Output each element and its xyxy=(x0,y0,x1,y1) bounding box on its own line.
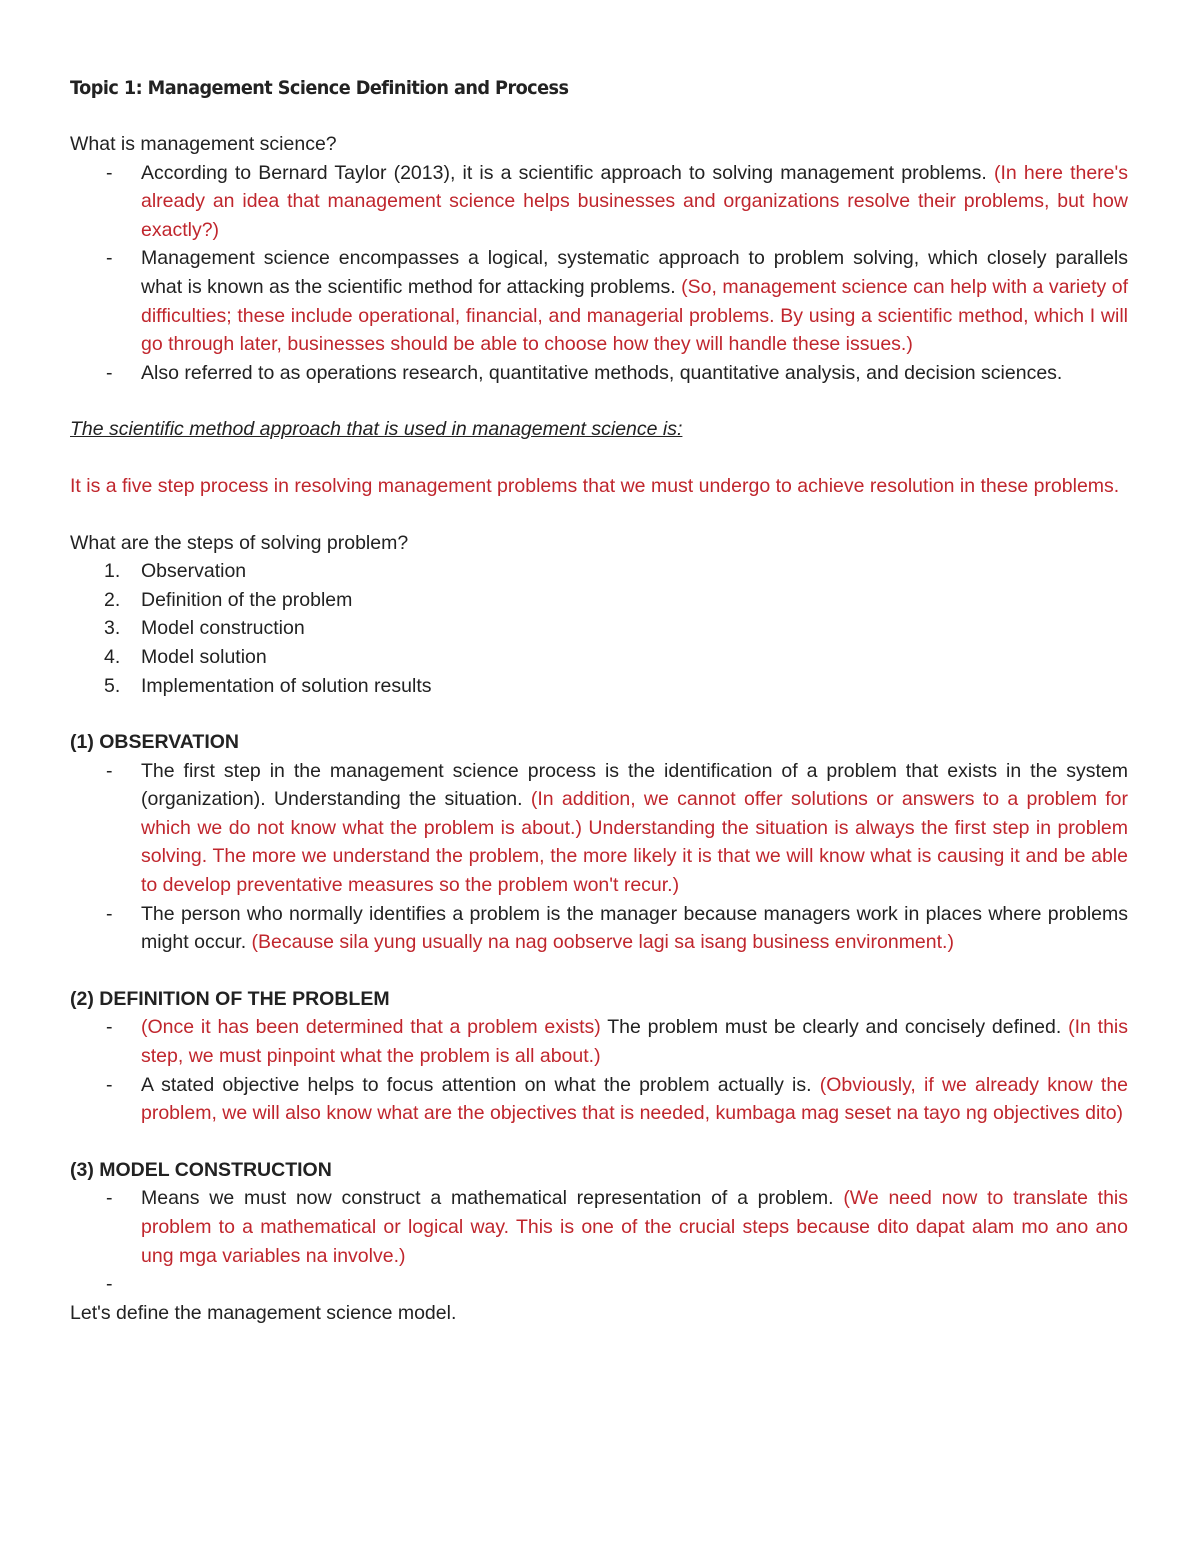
step-label: Definition of the problem xyxy=(141,588,353,611)
dash-marker: - xyxy=(106,1073,113,1096)
bullet-text: The first step in the management science process is the identification of a problem that exists in the system (organization). Understanding the situation. xyxy=(141,759,1128,811)
intro-bullet-list xyxy=(70,159,1128,388)
bullet-note: (In this step, we must pinpoint what the problem is all about.) xyxy=(141,1016,1128,1068)
bullet-text: The problem must be clearly and concisely defined. xyxy=(600,1016,1069,1039)
intro-question: What is management science? xyxy=(70,133,337,155)
steps-list xyxy=(70,557,1128,700)
list-item xyxy=(70,1184,1128,1270)
bullet-note: (So, management science can help with a variety of difficulties; these include operational, financial, and managerial problems. By using a scientific method, which I will go through later, businesses should be able to choose how they will handle these issues.) xyxy=(141,275,1128,356)
step-number: 4. xyxy=(104,645,121,668)
dash-marker: - xyxy=(106,1016,113,1039)
model-heading: (3) MODEL CONSTRUCTION xyxy=(70,1158,332,1181)
bullet-text: The person who normally identifies a problem is the manager because managers work in places where problems might occur. xyxy=(141,902,1128,954)
bullet-note: (Once it has been determined that a problem exists) xyxy=(141,1016,601,1039)
dash-marker: - xyxy=(106,1273,113,1296)
page-title: Topic 1: Management Science Definition and Process xyxy=(70,77,569,99)
bullet-text: Means we must now construct a mathematical representation of a problem. xyxy=(141,1187,844,1210)
definition-bullet-list xyxy=(70,1013,1128,1127)
list-item xyxy=(70,1071,1128,1128)
list-item xyxy=(70,586,1128,615)
step-number: 2. xyxy=(104,588,121,611)
step-number: 5. xyxy=(104,674,121,697)
dash-marker: - xyxy=(106,1187,113,1210)
bullet-note: (Obviously, if we already know the problem, we will also know what are the objectives that is needed, kumbaga mag seset na tayo ng objectives dito) xyxy=(141,1073,1129,1125)
steps-question: What are the steps of solving problem? xyxy=(70,531,409,554)
step-label: Implementation of solution results xyxy=(141,674,432,697)
method-description: It is a five step process in resolving management problems that we must undergo to achieve resolution in these problems. xyxy=(70,474,1120,497)
step-label: Model construction xyxy=(141,617,305,640)
observation-heading: (1) OBSERVATION xyxy=(70,731,240,754)
bullet-note: (In addition, we cannot offer solutions or answers to a problem for which we do not know what the problem is about.) Understanding the situation is always the first step in problem solving. The more we understand the problem, the more likely it is that we will know what is causing it and be able to develop preventative measures so the problem won't recur.) xyxy=(141,788,1128,897)
bullet-note: (Because sila yung usually na nag oobserve lagi sa isang business environment.) xyxy=(251,931,954,954)
closing-line: Let's define the management science model. xyxy=(70,1301,457,1324)
bullet-text: A stated objective helps to focus attention on what the problem actually is. xyxy=(141,1073,820,1096)
list-item xyxy=(70,643,1128,672)
bullet-note: (In here there's already an idea that management science helps businesses and organizations resolve their problems, but how exactly?) xyxy=(141,161,1128,241)
dash-marker: - xyxy=(106,759,113,782)
bullet-text: Also referred to as operations research, quantitative methods, quantitative analysis, and decision sciences. xyxy=(141,361,1063,384)
list-item xyxy=(70,359,1128,388)
list-item xyxy=(70,1013,1128,1070)
step-label: Observation xyxy=(141,560,247,583)
list-item xyxy=(70,672,1128,701)
dash-marker: - xyxy=(106,247,113,270)
list-item xyxy=(70,159,1128,245)
dash-marker: - xyxy=(106,361,113,384)
method-heading: The scientific method approach that is used in management science is: xyxy=(70,418,683,441)
bullet-text: According to Bernard Taylor (2013), it is a scientific approach to solving management problems. xyxy=(141,161,994,184)
definition-heading: (2) DEFINITION OF THE PROBLEM xyxy=(70,987,390,1010)
list-item xyxy=(70,1270,1128,1299)
dash-marker: - xyxy=(106,161,113,184)
step-number: 1. xyxy=(104,560,121,583)
observation-bullet-list xyxy=(70,757,1128,957)
step-number: 3. xyxy=(104,617,121,640)
bullet-note: (We need now to translate this problem to a mathematical or logical way. This is one of the crucial steps because dito dapat alam mo ano ano ung mga variables na involve.) xyxy=(141,1187,1129,1267)
list-item xyxy=(70,757,1128,900)
list-item xyxy=(70,900,1128,957)
list-item xyxy=(70,614,1128,643)
bullet-text: Management science encompasses a logical, systematic approach to problem solving, which closely parallels what is known as the scientific method for attacking problems. xyxy=(141,247,1128,298)
list-item xyxy=(70,557,1128,586)
model-bullet-list xyxy=(70,1184,1128,1298)
step-label: Model solution xyxy=(141,645,267,668)
dash-marker: - xyxy=(106,902,113,925)
list-item xyxy=(70,244,1128,358)
